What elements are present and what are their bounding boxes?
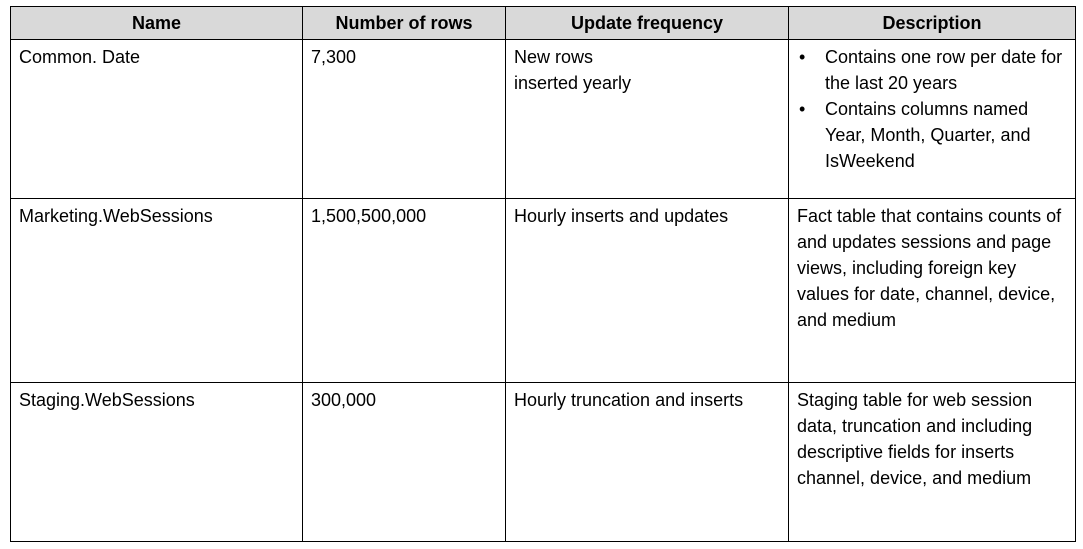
cell-frequency bbox=[506, 40, 789, 199]
table-row bbox=[11, 383, 1076, 542]
cell-description: Fact table that contains counts of and updates sessions and page views, including foreign key values for date, channel, device, and medium bbox=[789, 199, 1076, 383]
table-row bbox=[11, 40, 1076, 199]
data-table bbox=[10, 6, 1076, 542]
frequency-line: inserted yearly bbox=[514, 73, 632, 93]
cell-name: Marketing.WebSessions bbox=[11, 199, 303, 383]
description-bullet-list bbox=[797, 44, 1067, 174]
cell-rows: 1,500,500,000 bbox=[303, 199, 506, 383]
cell-rows: 300,000 bbox=[303, 383, 506, 542]
cell-name: Staging.WebSessions bbox=[11, 383, 303, 542]
bullet-icon: • bbox=[799, 99, 806, 119]
cell-description bbox=[789, 40, 1076, 199]
header-row bbox=[11, 7, 1076, 40]
cell-rows: 7,300 bbox=[303, 40, 506, 199]
description-bullet-item bbox=[797, 96, 1067, 174]
cell-frequency: Hourly truncation and inserts bbox=[506, 383, 789, 542]
header-name: Name bbox=[11, 7, 303, 40]
table-row bbox=[11, 199, 1076, 383]
cell-description: Staging table for web session data, truncation and including descriptive fields for inserts channel, device, and medium bbox=[789, 383, 1076, 542]
bullet-icon: • bbox=[799, 47, 806, 67]
frequency-line: New rows bbox=[514, 47, 594, 67]
cell-name: Common. Date bbox=[11, 40, 303, 199]
header-update-frequency: Update frequency bbox=[506, 7, 789, 40]
bullet-text: Contains one row per date for the last 20 years bbox=[825, 47, 1063, 93]
header-description: Description bbox=[789, 7, 1076, 40]
bullet-text: Contains columns named Year, Month, Quarter, and IsWeekend bbox=[825, 99, 1031, 171]
cell-frequency: Hourly inserts and updates bbox=[506, 199, 789, 383]
header-number-of-rows: Number of rows bbox=[303, 7, 506, 40]
description-bullet-item bbox=[797, 44, 1067, 96]
